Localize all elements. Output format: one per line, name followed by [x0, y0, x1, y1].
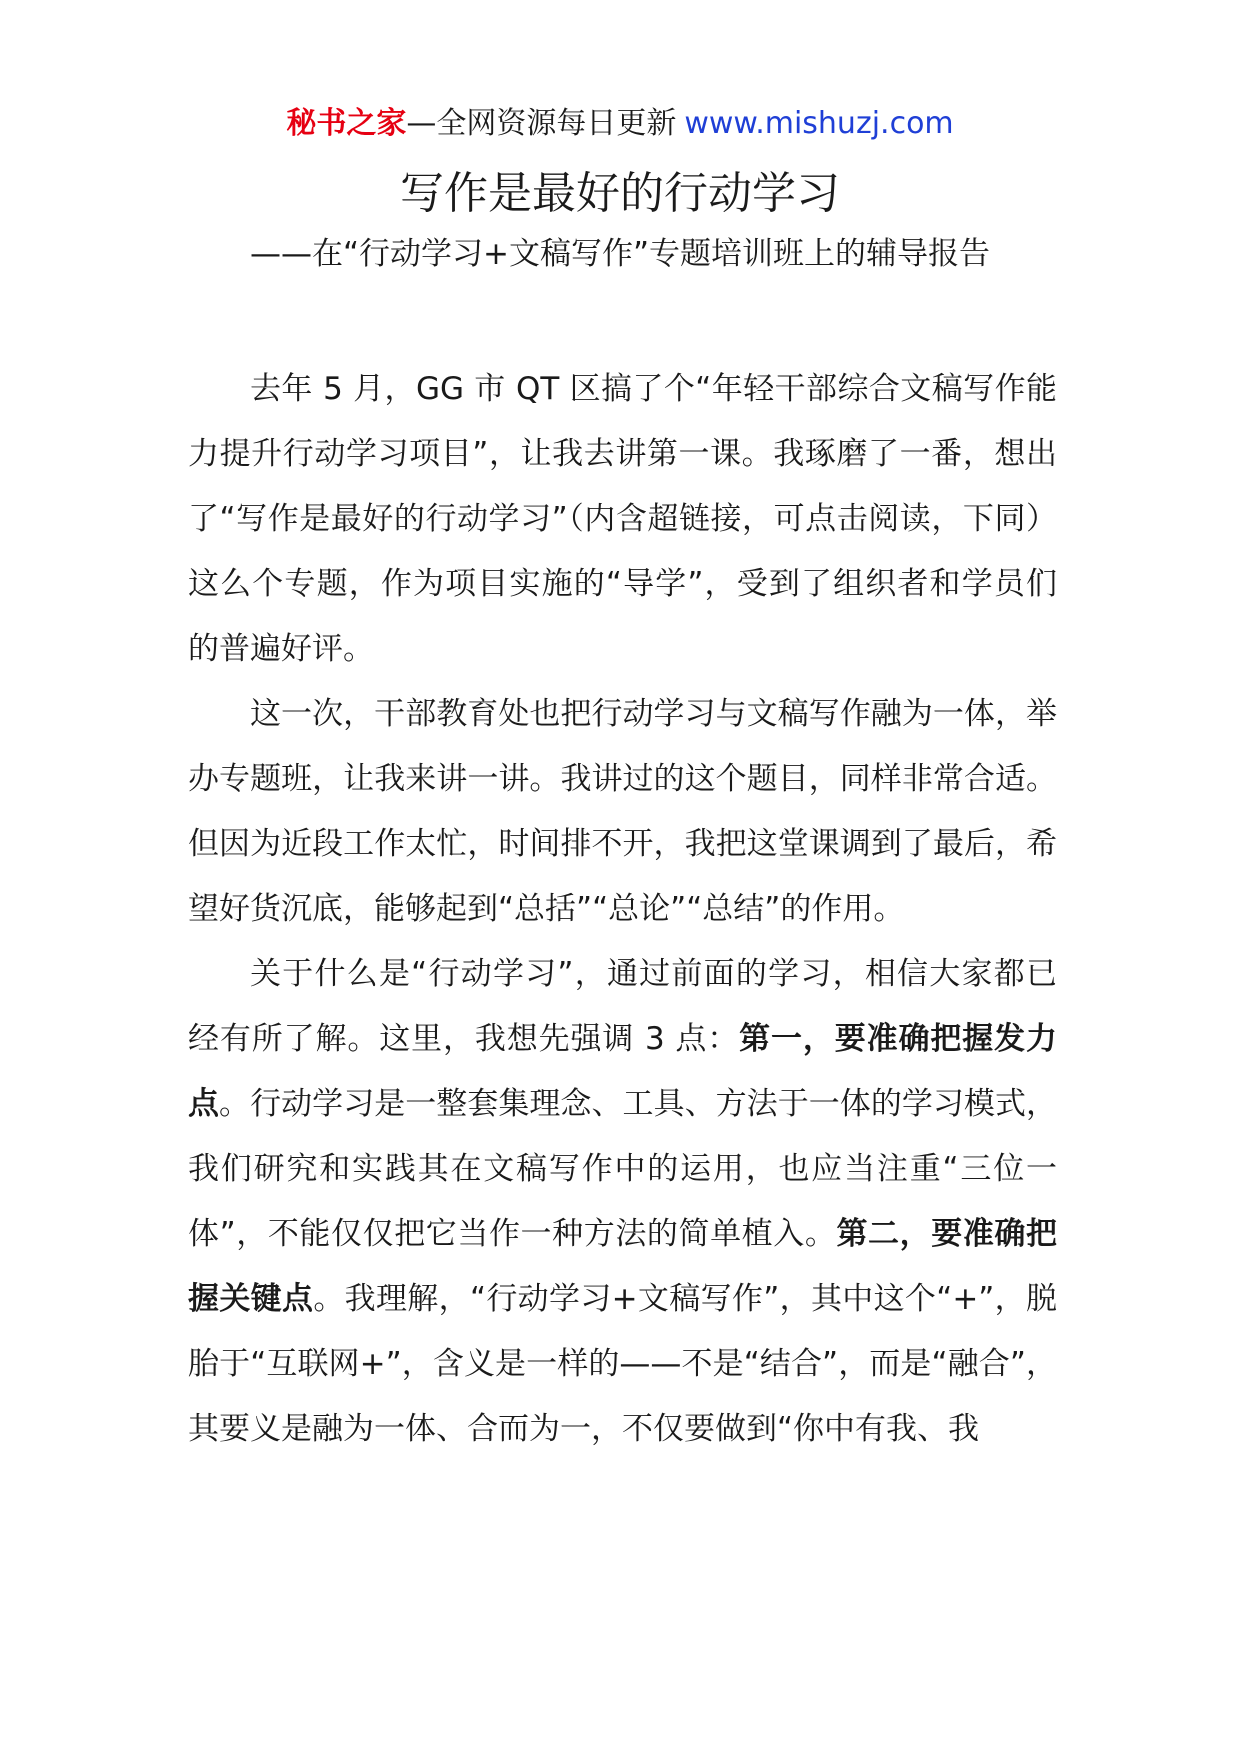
paragraph-text: 关于什么是“行动学习”，通过前面的学习，相信大家都已经有所了解。这里，我想先强调 3 点： — [188, 956, 1057, 1057]
paragraph — [188, 942, 1057, 1462]
paragraph-text: 。我理解，“行动学习+文稿写作”，其中这个“+”，脱胎于“互联网+”，含义是一样的——不是“结合”，而是“融合”，其要义是融为一体、合而为一，不仅要做到“你中有我、我 — [188, 1281, 1058, 1447]
bold-point-one: 第一，要准确把握发力点 — [188, 1021, 1057, 1122]
document-body — [188, 357, 1057, 1462]
site-header — [0, 104, 1240, 144]
site-url-link[interactable]: www.mishuzj.com — [684, 106, 954, 141]
paragraph: 去年 5 月，GG 市 QT 区搞了个“年轻干部综合文稿写作能力提升行动学习项目”，让我去讲第一课。我琢磨了一番，想出了“写作是最好的行动学习”（内含超链接，可点击阅读，下同）这么个专题，作为项目实施的“导学”，受到了组织者和学员们的普遍好评。 — [188, 371, 1057, 667]
paragraph: 这一次，干部教育处也把行动学习与文稿写作融为一体，举办专题班，让我来讲一讲。我讲过的这个题目，同样非常合适。但因为近段工作太忙，时间排不开，我把这堂课调到了最后，希望好货沉底，能够起到“总括”“总论”“总结”的作用。 — [188, 696, 1057, 927]
bold-point-two: 第二，要准确把握关键点 — [188, 1216, 1058, 1317]
document-title: 写作是最好的行动学习 — [400, 168, 840, 219]
header-tagline: —全网资源每日更新 — [406, 106, 677, 141]
document-subtitle: ——在“行动学习+文稿写作”专题培训班上的辅导报告 — [249, 236, 991, 272]
brand-name: 秘书之家 — [286, 106, 407, 141]
paragraph-text: 。行动学习是一整套集理念、工具、方法于一体的学习模式，我们研究和实践其在文稿写作中的运用，也应当注重“三位一体”，不能仅仅把它当作一种方法的简单植入。 — [188, 1086, 1058, 1252]
